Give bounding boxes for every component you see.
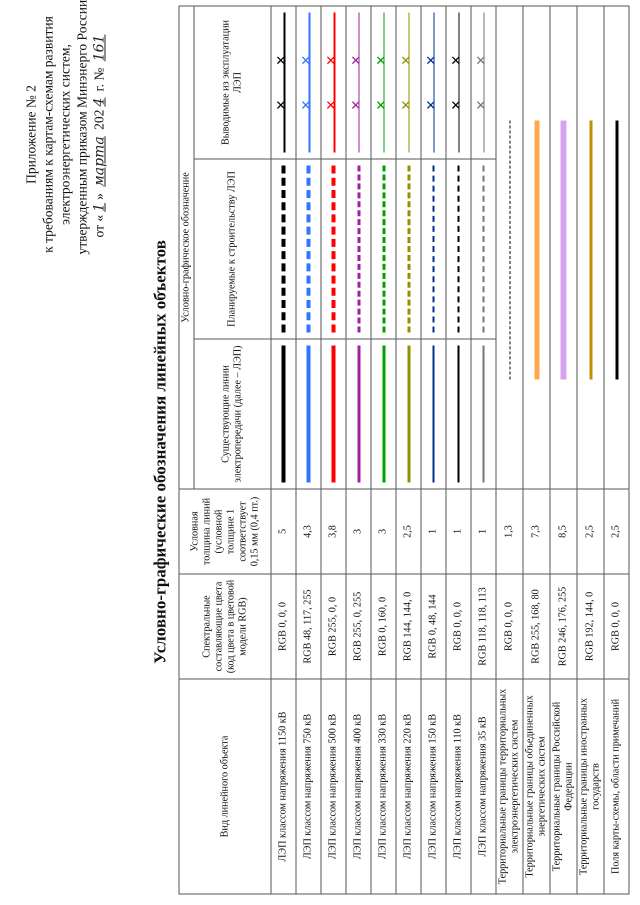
row-rgb: RGB 118, 118, 113 — [471, 574, 496, 679]
row-object-type: ЛЭП классом напряжения 400 кВ — [346, 679, 371, 894]
cross-mark-icon: ✕ — [349, 99, 365, 111]
cross-mark-icon: ✕ — [299, 99, 315, 111]
crossed-line-symbol — [449, 13, 465, 153]
row-rgb: RGB 255, 0, 0 — [321, 574, 346, 679]
approval-line-1: Приложение № 2 — [23, 85, 39, 184]
planned-line-symbol — [446, 159, 471, 339]
band-line-symbol — [615, 121, 618, 380]
planned-line-symbol — [346, 159, 371, 339]
row-rgb: RGB 144, 144, 0 — [396, 574, 421, 679]
crossed-line-symbol — [324, 13, 340, 153]
row-rgb: RGB 48, 117, 255 — [296, 574, 321, 679]
row-thickness: 5 — [271, 489, 296, 574]
cross-mark-icon: ✕ — [374, 99, 390, 111]
crossed-line-symbol — [299, 13, 315, 153]
dashed-line-symbol — [483, 166, 485, 333]
row-object-type: Территориальные границы иностранных государств — [577, 679, 604, 894]
row-thickness: 2,5 — [604, 489, 629, 574]
removed-line-symbol — [296, 6, 321, 159]
existing-line-symbol — [296, 339, 321, 489]
row-rgb: RGB 246, 176, 255 — [550, 574, 577, 679]
table-row — [604, 6, 629, 894]
crossed-line-symbol — [399, 13, 415, 153]
row-rgb: RGB 0, 0, 0 — [496, 574, 523, 679]
cross-mark-icon: ✕ — [449, 54, 465, 66]
row-object-type: ЛЭП классом напряжения 110 кВ — [446, 679, 471, 894]
table-row — [550, 6, 577, 894]
header-symbol-group: Условно-графическое обозначение — [179, 6, 194, 489]
document-page — [1, 0, 640, 905]
dashed-line-symbol — [458, 166, 460, 333]
table-row — [421, 6, 446, 894]
row-object-type: Поля карты-схемы, области примечаний — [604, 679, 629, 894]
dashed-line-symbol — [357, 166, 360, 333]
boundary-symbol — [577, 6, 604, 489]
row-object-type: Территориальные границы объединенных энергетических систем — [523, 679, 550, 894]
table-row — [371, 6, 396, 894]
removed-line-symbol — [321, 6, 346, 159]
existing-line-symbol — [471, 339, 496, 489]
row-thickness: 7,3 — [523, 489, 550, 574]
boundary-symbol — [550, 6, 577, 489]
boundary-symbol — [523, 6, 550, 489]
row-thickness: 3 — [346, 489, 371, 574]
table-row — [321, 6, 346, 894]
cross-mark-icon: ✕ — [274, 99, 290, 111]
planned-line-symbol — [371, 159, 396, 339]
dashed-line-symbol — [433, 166, 435, 333]
cross-mark-icon: ✕ — [424, 99, 440, 111]
cross-mark-icon: ✕ — [424, 54, 440, 66]
crossed-line-symbol — [274, 13, 290, 153]
row-object-type: ЛЭП классом напряжения 1150 кВ — [271, 679, 296, 894]
table-row — [523, 6, 550, 894]
crossed-line-symbol — [374, 13, 390, 153]
row-rgb: RGB 255, 0, 255 — [346, 574, 371, 679]
removed-line-symbol — [446, 6, 471, 159]
row-thickness: 3 — [371, 489, 396, 574]
planned-line-symbol — [271, 159, 296, 339]
boundary-symbol — [604, 6, 629, 489]
row-object-type: ЛЭП классом напряжения 500 кВ — [321, 679, 346, 894]
row-thickness: 1 — [421, 489, 446, 574]
dashed-line-symbol — [307, 166, 311, 333]
row-rgb: RGB 0, 160, 0 — [371, 574, 396, 679]
removed-line-symbol — [471, 6, 496, 159]
approval-block — [23, 0, 109, 255]
existing-line-symbol — [271, 339, 296, 489]
band-line-symbol — [561, 121, 567, 380]
solid-line-symbol — [483, 346, 485, 483]
header-thickness: Условная толщина линий (условной толщине 1 соответствует 0,15 мм (0,4 пт.) — [179, 489, 271, 574]
solid-line-symbol — [332, 346, 336, 483]
solid-line-symbol — [458, 346, 460, 483]
solid-line-symbol — [433, 346, 435, 483]
crossed-line-symbol — [424, 13, 440, 153]
cross-mark-icon: ✕ — [474, 99, 490, 111]
existing-line-symbol — [446, 339, 471, 489]
planned-line-symbol — [396, 159, 421, 339]
boundary-symbol — [496, 6, 523, 489]
row-rgb: RGB 0, 0, 0 — [604, 574, 629, 679]
planned-line-symbol — [471, 159, 496, 339]
dash-dot-line-symbol — [509, 121, 510, 380]
row-object-type: ЛЭП классом напряжения 150 кВ — [421, 679, 446, 894]
planned-line-symbol — [421, 159, 446, 339]
header-object-type: Вид линейного объекта — [179, 679, 271, 894]
row-object-type: ЛЭП классом напряжения 750 кВ — [296, 679, 321, 894]
existing-line-symbol — [371, 339, 396, 489]
row-rgb: RGB 255, 168, 80 — [523, 574, 550, 679]
page-title: Условно-графические обозначения линейных объектов — [150, 240, 170, 664]
row-object-type: Территориальные границы территориальных электроэнергетических систем — [496, 679, 523, 894]
row-thickness: 8,5 — [550, 489, 577, 574]
row-thickness: 1 — [471, 489, 496, 574]
removed-line-symbol — [371, 6, 396, 159]
cross-mark-icon: ✕ — [399, 54, 415, 66]
crossed-line-symbol — [349, 13, 365, 153]
existing-line-symbol — [321, 339, 346, 489]
approval-date-line: от «1» марта 2024 г. № 161 — [91, 34, 108, 238]
cross-mark-icon: ✕ — [474, 54, 490, 66]
table-row — [471, 6, 496, 894]
cross-mark-icon: ✕ — [374, 54, 390, 66]
cross-mark-icon: ✕ — [324, 99, 340, 111]
row-rgb: RGB 0, 48, 144 — [421, 574, 446, 679]
table-row — [496, 6, 523, 894]
row-thickness: 2,5 — [577, 489, 604, 574]
table-row — [346, 6, 371, 894]
dashed-line-symbol — [382, 166, 385, 333]
cross-mark-icon: ✕ — [349, 54, 365, 66]
planned-line-symbol — [321, 159, 346, 339]
header-color: Спектральные составляющие цвета (код цвета в цветовой модели RGB) — [179, 574, 271, 679]
row-thickness: 1,3 — [496, 489, 523, 574]
cross-mark-icon: ✕ — [324, 54, 340, 66]
row-rgb: RGB 0, 0, 0 — [446, 574, 471, 679]
table-row — [396, 6, 421, 894]
removed-line-symbol — [346, 6, 371, 159]
row-object-type: ЛЭП классом напряжения 330 кВ — [371, 679, 396, 894]
cross-mark-icon: ✕ — [274, 54, 290, 66]
removed-line-symbol — [396, 6, 421, 159]
band-line-symbol — [589, 121, 592, 380]
solid-line-symbol — [282, 346, 286, 483]
header-existing: Существующие линии электропередачи (далее – ЛЭП) — [194, 339, 271, 489]
cross-mark-icon: ✕ — [399, 99, 415, 111]
row-thickness: 3,8 — [321, 489, 346, 574]
solid-line-symbol — [407, 346, 410, 483]
header-planned: Планируемые к строительству ЛЭП — [194, 159, 271, 339]
existing-line-symbol — [421, 339, 446, 489]
row-object-type: Территориальные границы Российской Федерации — [550, 679, 577, 894]
existing-line-symbol — [396, 339, 421, 489]
row-object-type: ЛЭП классом напряжения 35 кВ — [471, 679, 496, 894]
dashed-line-symbol — [332, 166, 336, 333]
approval-line-3: электроэнергетических систем, — [57, 44, 73, 225]
row-rgb: RGB 192, 144, 0 — [577, 574, 604, 679]
removed-line-symbol — [271, 6, 296, 159]
legend-table — [179, 6, 630, 895]
row-thickness: 4,3 — [296, 489, 321, 574]
solid-line-symbol — [357, 346, 360, 483]
dashed-line-symbol — [282, 166, 286, 333]
approval-line-2: к требованиям к картам-схемам развития — [40, 16, 56, 253]
cross-mark-icon: ✕ — [299, 54, 315, 66]
row-thickness: 2,5 — [396, 489, 421, 574]
planned-line-symbol — [296, 159, 321, 339]
table-row — [446, 6, 471, 894]
row-rgb: RGB 0, 0, 0 — [271, 574, 296, 679]
solid-line-symbol — [307, 346, 311, 483]
band-line-symbol — [534, 121, 539, 380]
existing-line-symbol — [346, 339, 371, 489]
solid-line-symbol — [382, 346, 385, 483]
approval-line-4: утвержденным приказом Минэнерго России — [74, 0, 90, 255]
row-object-type: ЛЭП классом напряжения 220 кВ — [396, 679, 421, 894]
table-row — [271, 6, 296, 894]
row-thickness: 1 — [446, 489, 471, 574]
table-row — [577, 6, 604, 894]
table-row — [296, 6, 321, 894]
crossed-line-symbol — [474, 13, 490, 153]
removed-line-symbol — [421, 6, 446, 159]
header-removed: Выводимые из эксплуатации ЛЭП — [194, 6, 271, 159]
cross-mark-icon: ✕ — [449, 99, 465, 111]
dashed-line-symbol — [407, 166, 410, 333]
